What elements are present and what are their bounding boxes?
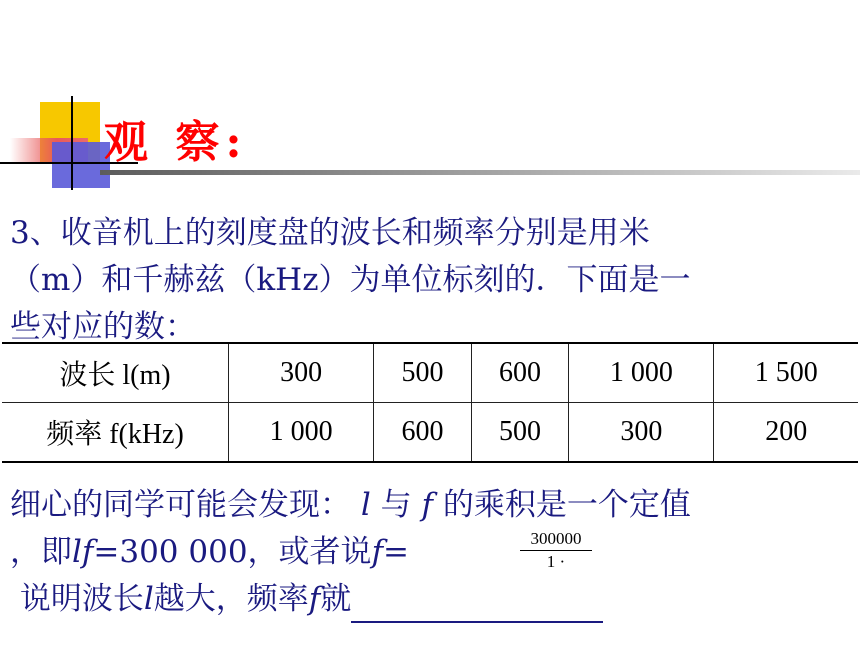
text-run: =300 000，或者说 — [93, 534, 372, 570]
decor-blue-square — [52, 142, 110, 188]
var-lf: lf — [72, 534, 94, 570]
row-label-frequency: 频率 f(kHz) — [2, 403, 229, 463]
var-f: f — [371, 534, 384, 570]
fraction-numerator: 300000 — [520, 528, 592, 551]
text-run: 越大，频率 — [153, 581, 309, 617]
title-underline — [100, 170, 860, 175]
data-table — [2, 342, 858, 463]
table-cell: 1 000 — [229, 403, 374, 463]
text-run: 与 — [380, 487, 412, 523]
intro-line-1: 3、收音机上的刻度盘的波长和频率分别是用米 — [10, 215, 650, 251]
table-row-frequency — [2, 403, 858, 463]
table-cell: 1 000 — [569, 343, 714, 403]
table-cell: 600 — [374, 403, 472, 463]
text-run: 就 — [320, 581, 352, 617]
table-cell: 1 500 — [714, 343, 858, 403]
fraction — [520, 528, 592, 573]
table-cell: 500 — [471, 403, 569, 463]
table-row-wavelength — [2, 343, 858, 403]
decor-vertical-line — [71, 96, 73, 190]
text-run: · — [559, 552, 566, 571]
var-l: l — [143, 581, 154, 617]
var-f: f — [308, 581, 321, 617]
table-cell: 600 — [471, 343, 569, 403]
text-run: = — [383, 534, 410, 570]
table-cell: 300 — [569, 403, 714, 463]
table-cell: 300 — [229, 343, 374, 403]
text-run: 说明波长 — [19, 581, 144, 617]
answer-blank[interactable] — [351, 591, 603, 623]
text-run: ，即 — [10, 534, 72, 570]
observation-line-2 — [10, 529, 860, 576]
var-f: f — [421, 487, 433, 523]
problem-intro — [10, 210, 860, 351]
text-run: 的乘积是一个定值 — [442, 487, 691, 523]
row-label-wavelength: 波长 l(m) — [2, 343, 229, 403]
observation-line-3 — [10, 576, 860, 623]
observation-line-1 — [10, 482, 860, 529]
observation-text — [10, 482, 860, 623]
var-l: l — [360, 487, 371, 523]
intro-line-3: 些对应的数： — [10, 309, 196, 345]
text-run: 细心的同学可能会发现： — [10, 487, 351, 523]
table-cell: 200 — [714, 403, 858, 463]
fraction-denominator — [520, 551, 592, 573]
table-cell: 500 — [374, 343, 472, 403]
text-run: 1 — [546, 552, 556, 571]
intro-line-2: （m）和千赫兹（kHz）为单位标刻的．下面是一 — [10, 262, 691, 298]
slide-title: 观 察: — [104, 117, 248, 168]
